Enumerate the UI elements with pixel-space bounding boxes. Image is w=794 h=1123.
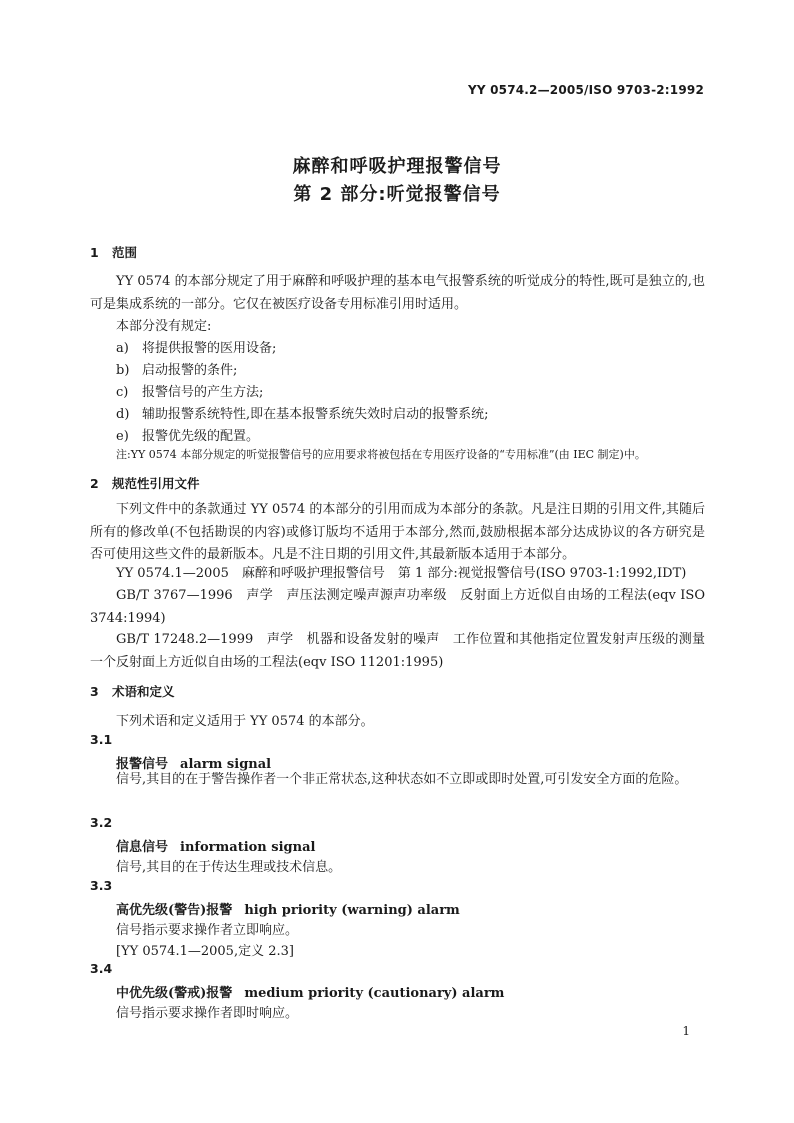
list-item bbox=[116, 403, 489, 422]
list-marker: b) bbox=[116, 363, 130, 378]
section-3-heading bbox=[90, 682, 175, 700]
list-item bbox=[116, 425, 259, 444]
clause-number: 3.3 bbox=[90, 878, 113, 893]
document-subtitle: 第 2 部分:听觉报警信号 bbox=[293, 184, 501, 205]
list-marker: c) bbox=[116, 385, 129, 400]
list-item-text: 将提供报警的医用设备; bbox=[142, 341, 277, 356]
list-item bbox=[116, 359, 237, 378]
section-number: 2 bbox=[90, 476, 99, 491]
references-paragraph: 下列文件中的条款通过 YY 0574 的本部分的引用而成为本部分的条款。凡是注日期的引用文件,其随后所有的修改单(不包括勘误的内容)或修订版均不适用于本部分,然而,鼓励根据本部分达成协议的各方研究是否可使用这些文件的最新版本。凡是不注日期的引用文件,其最新版本适用于本部分。 bbox=[90, 502, 705, 562]
term-zh: 报警信号 bbox=[116, 757, 169, 772]
section-title: 规范性引用文件 bbox=[112, 476, 200, 491]
term-source: [YY 0574.1—2005,定义 2.3] bbox=[116, 944, 294, 959]
clause-number: 3.2 bbox=[90, 815, 113, 830]
section-title: 范围 bbox=[112, 245, 138, 260]
reference-item: GB/T 3767—1996 声学 声压法测定噪声源声功率级 反射面上方近似自由场的工程法(eqv ISO 3744:1994) bbox=[90, 588, 705, 626]
section-number: 1 bbox=[90, 245, 99, 260]
scope-not-specified-intro: 本部分没有规定: bbox=[116, 319, 212, 334]
standard-code-header: YY 0574.2—2005/ISO 9703-2:1992 bbox=[467, 83, 704, 97]
list-marker: a) bbox=[116, 341, 129, 356]
term-en: information signal bbox=[180, 840, 316, 855]
term-definition: 信号,其目的在于警告操作者一个非正常状态,这种状态如不立即或即时处置,可引发安全方面的危险。 bbox=[116, 772, 688, 787]
clause-number: 3.1 bbox=[90, 732, 113, 747]
document-title: 麻醉和呼吸护理报警信号 bbox=[292, 156, 502, 177]
reference-item: YY 0574.1—2005 麻醉和呼吸护理报警信号 第 1 部分:视觉报警信号(ISO 9703-1:1992,IDT) bbox=[116, 566, 687, 581]
term-heading bbox=[116, 982, 504, 1001]
page-number: 1 bbox=[682, 1024, 690, 1038]
terms-intro: 下列术语和定义适用于 YY 0574 的本部分。 bbox=[116, 714, 374, 729]
term-heading bbox=[116, 899, 460, 918]
list-item-text: 辅助报警系统特性,即在基本报警系统失效时启动的报警系统; bbox=[142, 407, 489, 422]
section-title: 术语和定义 bbox=[112, 684, 175, 699]
term-en: high priority (warning) alarm bbox=[244, 903, 460, 918]
clause-number: 3.4 bbox=[90, 961, 113, 976]
list-item-text: 报警信号的产生方法; bbox=[142, 385, 264, 400]
list-item-text: 报警优先级的配置。 bbox=[142, 429, 260, 444]
term-definition: 信号,其目的在于传达生理或技术信息。 bbox=[116, 860, 342, 875]
list-item-text: 启动报警的条件; bbox=[142, 363, 238, 378]
list-marker: d) bbox=[116, 407, 130, 422]
term-definition: 信号指示要求操作者立即响应。 bbox=[116, 923, 299, 938]
list-item bbox=[116, 381, 263, 400]
term-zh: 高优先级(警告)报警 bbox=[116, 903, 233, 918]
section-number: 3 bbox=[90, 684, 99, 699]
term-en: medium priority (cautionary) alarm bbox=[244, 986, 505, 1001]
list-item bbox=[116, 337, 276, 356]
term-en: alarm signal bbox=[180, 757, 272, 772]
term-zh: 中优先级(警戒)报警 bbox=[116, 986, 233, 1001]
list-marker: e) bbox=[116, 429, 129, 444]
scope-note: 注:YY 0574 本部分规定的听觉报警信号的应用要求将被包括在专用医疗设备的“专用标准”(由 IEC 制定)中。 bbox=[116, 448, 646, 461]
section-2-heading bbox=[90, 474, 200, 492]
term-zh: 信息信号 bbox=[116, 840, 169, 855]
scope-paragraph: YY 0574 的本部分规定了用于麻醉和呼吸护理的基本电气报警系统的听觉成分的特性,既可是独立的,也可是集成系统的一部分。它仅在被医疗设备专用标准引用时适用。 bbox=[90, 274, 705, 312]
term-definition: 信号指示要求操作者即时响应。 bbox=[116, 1006, 299, 1021]
term-heading bbox=[116, 836, 315, 855]
reference-item: GB/T 17248.2—1999 声学 机器和设备发射的噪声 工作位置和其他指定位置发射声压级的测量 一个反射面上方近似自由场的工程法(eqv ISO 11201:1995) bbox=[90, 632, 719, 670]
section-1-heading bbox=[90, 243, 137, 261]
